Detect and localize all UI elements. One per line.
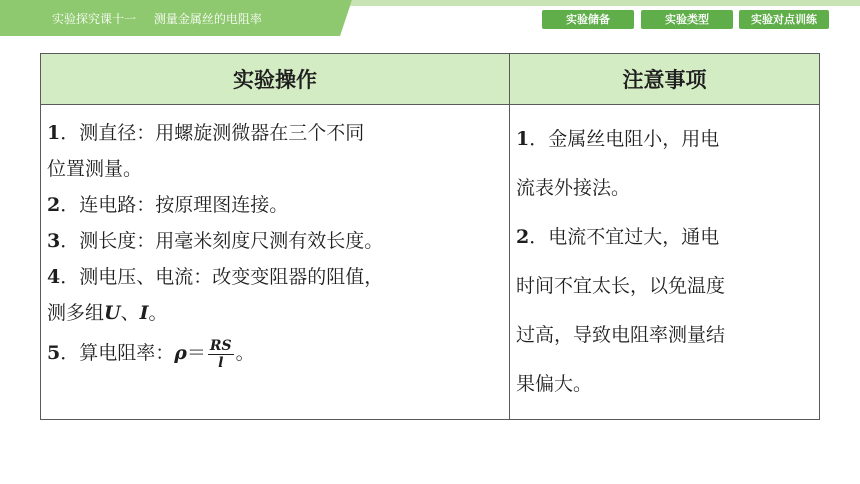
operation-step-1 — [47, 115, 505, 151]
operation-step-4 — [47, 259, 505, 295]
variable-rho: ρ — [174, 342, 187, 364]
note-text: ．电流不宜过大，通电 — [529, 226, 720, 248]
fraction-numerator: RS — [209, 337, 232, 354]
step-number: 4 — [47, 266, 61, 288]
fraction-denominator: l — [218, 354, 224, 371]
step-text: ．测电压、电流：改变变阻器的阻值， — [60, 266, 384, 288]
operation-step-4-cont — [47, 295, 505, 331]
top-bar — [0, 0, 860, 36]
variable-u: U — [104, 302, 121, 324]
note-2-cont: 果偏大。 — [516, 373, 593, 395]
lesson-title-main: 实验探究课十一 — [52, 12, 137, 26]
separator: 、 — [120, 302, 140, 324]
tab-experiment-preparation[interactable]: 实验储备 — [542, 10, 634, 29]
tab-experiment-types[interactable]: 实验类型 — [641, 10, 733, 29]
operation-step-3 — [47, 223, 505, 259]
tab-experiment-training[interactable]: 实验对点训练 — [739, 10, 829, 29]
step-number: 2 — [47, 194, 61, 216]
step-text: ．算电阻率： — [60, 342, 175, 364]
note-1 — [516, 115, 815, 164]
operation-step-5 — [47, 331, 505, 375]
experiment-table — [40, 53, 820, 420]
header-notes: 注意事项 — [510, 54, 820, 105]
equals-sign: ＝ — [186, 342, 206, 364]
note-text: ．金属丝电阻小，用电 — [529, 128, 720, 150]
note-2 — [516, 213, 815, 262]
step-number: 5 — [47, 342, 61, 364]
step-text: ．测长度：用毫米刻度尺测有效长度。 — [60, 230, 384, 252]
resistivity-fraction — [208, 338, 234, 371]
step-end: 。 — [148, 302, 168, 324]
note-number: 1 — [516, 128, 530, 150]
table-header-row — [41, 54, 820, 105]
operation-step-2 — [47, 187, 505, 223]
note-2-cont: 时间不宜太长，以免温度 — [516, 275, 726, 297]
note-1-cont: 流表外接法。 — [516, 177, 631, 199]
lesson-title — [52, 10, 276, 27]
operation-step-1-cont: 位置测量。 — [47, 158, 143, 180]
step-text: ．测直径：用螺旋测微器在三个不同 — [60, 122, 365, 144]
step-number: 3 — [47, 230, 61, 252]
variable-i: I — [139, 302, 149, 324]
step-text: 测多组 — [47, 302, 105, 324]
step-number: 1 — [47, 122, 61, 144]
table-row — [41, 105, 820, 420]
note-number: 2 — [516, 226, 530, 248]
notes-cell — [510, 105, 820, 420]
lesson-title-sub: 测量金属丝的电阻率 — [153, 12, 262, 26]
step-end: 。 — [235, 342, 255, 364]
note-2-cont: 过高，导致电阻率测量结 — [516, 324, 726, 346]
step-text: ．连电路：按原理图连接。 — [60, 194, 289, 216]
header-operations: 实验操作 — [41, 54, 510, 105]
operations-cell — [41, 105, 510, 420]
